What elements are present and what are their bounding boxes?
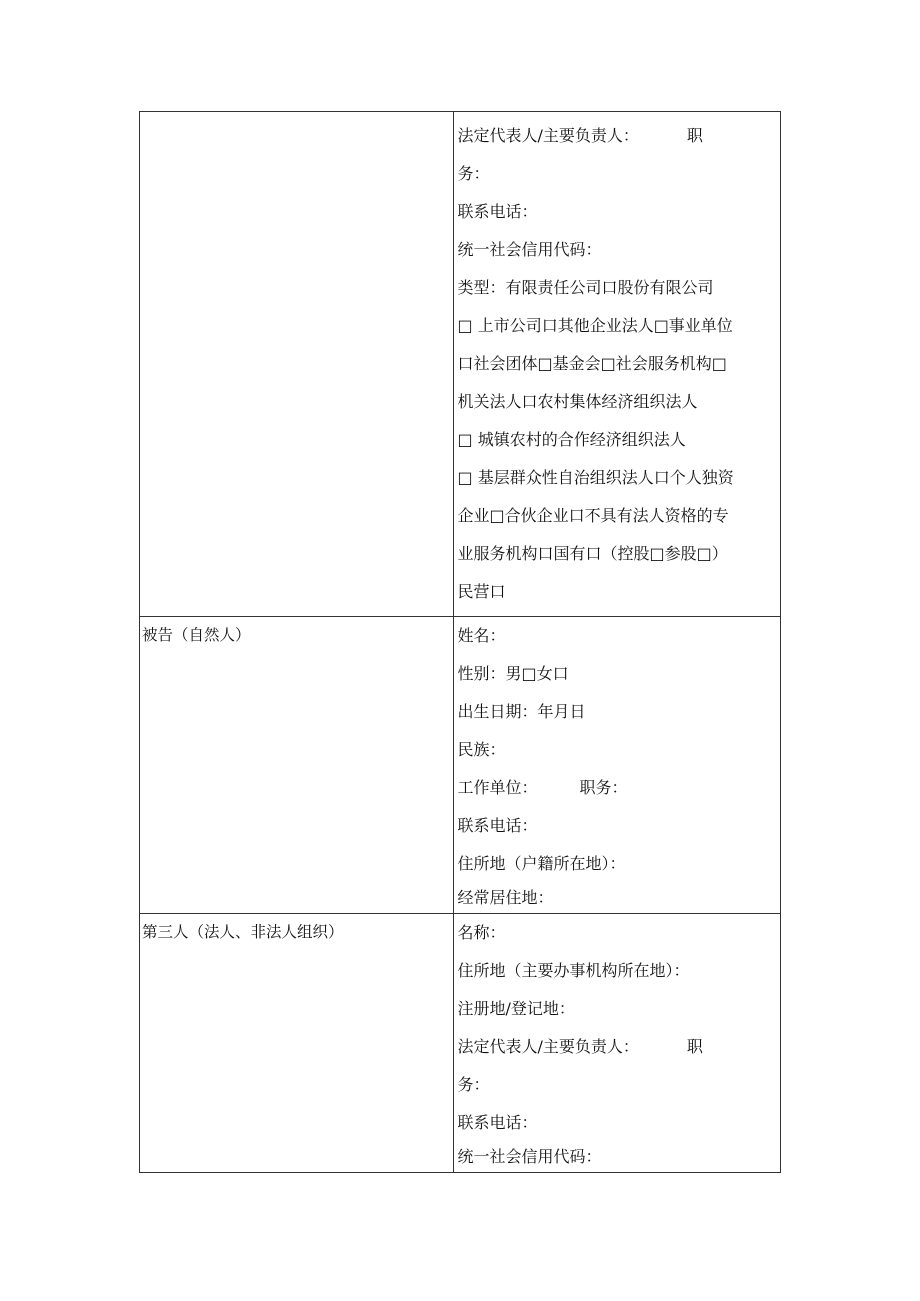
row-label-cell — [140, 617, 454, 914]
table-row-defendant-person — [140, 617, 781, 914]
birth-date-line: 出生日期：年月日 — [457, 702, 586, 721]
row-label-cell — [140, 914, 454, 1173]
position-label-cont: 务： — [457, 1075, 490, 1094]
position-label-part: 职 — [686, 1037, 703, 1056]
domicile-label: 住所地（主要办事机构所在地）： — [457, 961, 690, 980]
employer-label: 工作单位： — [457, 778, 538, 797]
entity-type-line: 民营口 — [457, 582, 506, 601]
phone-label: 联系电话： — [457, 1113, 538, 1132]
row-content-cell — [454, 914, 781, 1173]
domicile-label: 住所地（户籍所在地）： — [457, 854, 626, 873]
registration-place-label: 注册地/登记地： — [457, 999, 575, 1018]
table-row-defendant-org-continued — [140, 112, 781, 617]
entity-type-line: 口社会团体□基金会□社会服务机构□ — [457, 354, 727, 373]
row-label-cell — [140, 112, 454, 617]
entity-type-line: □ 上市公司口其他企业法人□事业单位 — [457, 316, 733, 335]
credit-code-label: 统一社会信用代码： — [457, 1147, 602, 1166]
party-info-table — [139, 111, 781, 1173]
row-label — [140, 112, 453, 120]
entity-type-line: □ 城镇农村的合作经济组织法人 — [457, 430, 686, 449]
entity-type-line: □ 基层群众性自治组织法人口个人独资 — [457, 468, 734, 487]
legal-representative-label: 法定代表人/主要负责人： — [457, 126, 639, 145]
org-name-label: 名称： — [457, 923, 506, 942]
row-label: 第三人（法人、非法人组织） — [142, 923, 344, 941]
legal-representative-label: 法定代表人/主要负责人： — [457, 1037, 639, 1056]
table-row-third-party-org — [140, 914, 781, 1173]
row-content-cell — [454, 617, 781, 914]
entity-type-line: 机关法人口农村集体经济组织法人 — [457, 392, 698, 411]
gender-line: 性别：男□女口 — [457, 664, 569, 683]
credit-code-label: 统一社会信用代码： — [457, 240, 602, 259]
row-content-cell — [454, 112, 781, 617]
position-label-cont: 务： — [457, 164, 490, 183]
entity-type-line: 企业□合伙企业口不具有法人资格的专 — [457, 506, 729, 525]
phone-label: 联系电话： — [457, 202, 538, 221]
entity-type-line: 类型：有限责任公司口股份有限公司 — [457, 278, 714, 297]
position-label: 职务： — [579, 778, 628, 797]
position-label-part: 职 — [686, 126, 703, 145]
ethnicity-label: 民族： — [457, 740, 506, 759]
habitual-residence-label: 经常居住地： — [457, 888, 554, 907]
entity-type-line: 业服务机构口国有口（控股□参股□） — [457, 544, 728, 563]
name-label: 姓名： — [457, 626, 506, 645]
row-label: 被告（自然人） — [142, 626, 251, 644]
phone-label: 联系电话： — [457, 816, 538, 835]
legal-representative-line — [454, 1028, 780, 1066]
legal-representative-line — [454, 117, 780, 155]
employer-line — [454, 769, 780, 807]
